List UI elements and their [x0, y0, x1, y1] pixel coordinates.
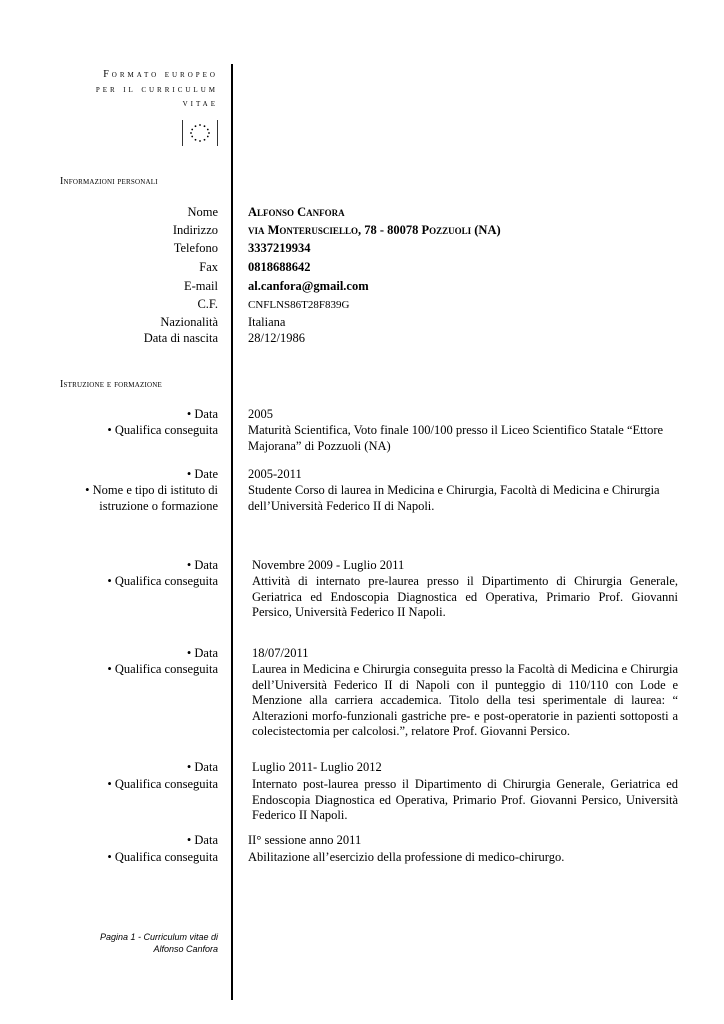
label-entry-4-data: • Data [186, 646, 218, 660]
label-fax: Fax [199, 260, 218, 274]
eu-flag-icon [182, 120, 218, 146]
label-entry-5-data: • Data [186, 760, 218, 774]
label-cf: C.F. [197, 297, 218, 311]
value-entry-6-data: II° sessione anno 2011 [248, 833, 362, 847]
label-indirizzo: Indirizzo [172, 223, 218, 237]
value-entry-2-desc: Studente Corso di laurea in Medicina e Chirurgia, Facoltà di Medicina e Chirurgia dell’Università Federico II di Napoli. [248, 483, 660, 513]
value-nome: Alfonso Canfora [248, 205, 345, 219]
value-fax: 0818688642 [248, 260, 311, 274]
label-entry-3-desc: • Qualifica conseguita [107, 574, 218, 588]
label-nazionalita: Nazionalità [160, 315, 218, 329]
header-line-2: per il curriculum [95, 83, 218, 95]
value-email[interactable]: al.canfora@gmail.com [248, 279, 369, 293]
value-entry-3-desc: Attività di internato pre-laurea presso il Dipartimento di Chirurgia Generale, Geriatrica ed Endoscopia Diagnostica ed Operativa, Primario Prof. Giovanni Persico, Università Federico II Napoli. [252, 574, 678, 619]
value-indirizzo: via Monterusciello, 78 - 80078 Pozzuoli (NA) [248, 223, 501, 237]
label-entry-4-desc: • Qualifica conseguita [107, 662, 218, 676]
value-entry-2-data: 2005-2011 [248, 467, 302, 481]
section-title-personal: Informazioni personali [60, 176, 158, 187]
label-entry-6-desc: • Qualifica conseguita [107, 850, 218, 864]
value-entry-6-desc: Abilitazione all’esercizio della professione di medico-chirurgo. [248, 850, 565, 864]
value-nascita: 28/12/1986 [248, 331, 305, 345]
value-entry-1-data: 2005 [248, 407, 273, 421]
value-entry-4-data: 18/07/2011 [252, 646, 309, 660]
value-nazionalita: Italiana [248, 315, 286, 329]
label-entry-2-desc: • Nome e tipo di istituto di istruzione o formazione [85, 483, 218, 513]
value-entry-3-data: Novembre 2009 - Luglio 2011 [252, 558, 405, 572]
footer-line-2: Alfonso Canfora [153, 944, 218, 954]
label-entry-5-desc: • Qualifica conseguita [107, 777, 218, 791]
page-footer [60, 931, 218, 955]
value-entry-5-desc: Internato post-laurea presso il Dipartimento di Chirurgia Generale, Geriatrica ed Endoscopia Diagnostica ed Operativa, Primario Prof. Giovanni Persico, Università Federico II Napoli. [252, 777, 678, 822]
section-title-education: Istruzione e formazione [60, 379, 162, 390]
label-email: E-mail [183, 279, 218, 293]
value-entry-1-desc: Maturità Scientifica, Voto finale 100/100 presso il Liceo Scientifico Statale “Ettore Majorana” di Pozzuoli (NA) [248, 423, 664, 453]
header-line-1: Formato europeo [103, 69, 218, 80]
label-entry-1-data: • Data [186, 407, 218, 421]
value-telefono: 3337219934 [248, 241, 311, 255]
header-line-3: vitae [182, 98, 218, 109]
label-entry-2-data: • Date [186, 467, 218, 481]
cv-header-title [60, 68, 218, 112]
label-nome: Nome [187, 205, 218, 219]
label-entry-1-desc: • Qualifica conseguita [107, 423, 218, 437]
value-entry-5-data: Luglio 2011- Luglio 2012 [252, 760, 382, 774]
label-telefono: Telefono [173, 241, 218, 255]
label-entry-3-data: • Data [186, 558, 218, 572]
value-cf: CNFLNS86T28F839G [248, 299, 350, 311]
footer-line-1: Pagina 1 - Curriculum vitae di [99, 932, 218, 942]
label-nascita: Data di nascita [143, 331, 218, 345]
label-entry-6-data: • Data [186, 833, 218, 847]
vertical-divider [231, 64, 233, 1000]
value-entry-4-desc: Laurea in Medicina e Chirurgia conseguita presso la Facoltà di Medicina e Chirurgia dell’Università Federico II di Napoli con il punteggio di 110/110 con Lode e Menzione alla carriera accademica. Titolo della tesi sperimentale di laurea: “ Alterazioni morfo-funzionali gastriche pre- e post-operatorie in pazienti sottoposti a colecistectomia per calcolosi.”, relatore Prof. Giovanni Persico. [252, 662, 678, 738]
